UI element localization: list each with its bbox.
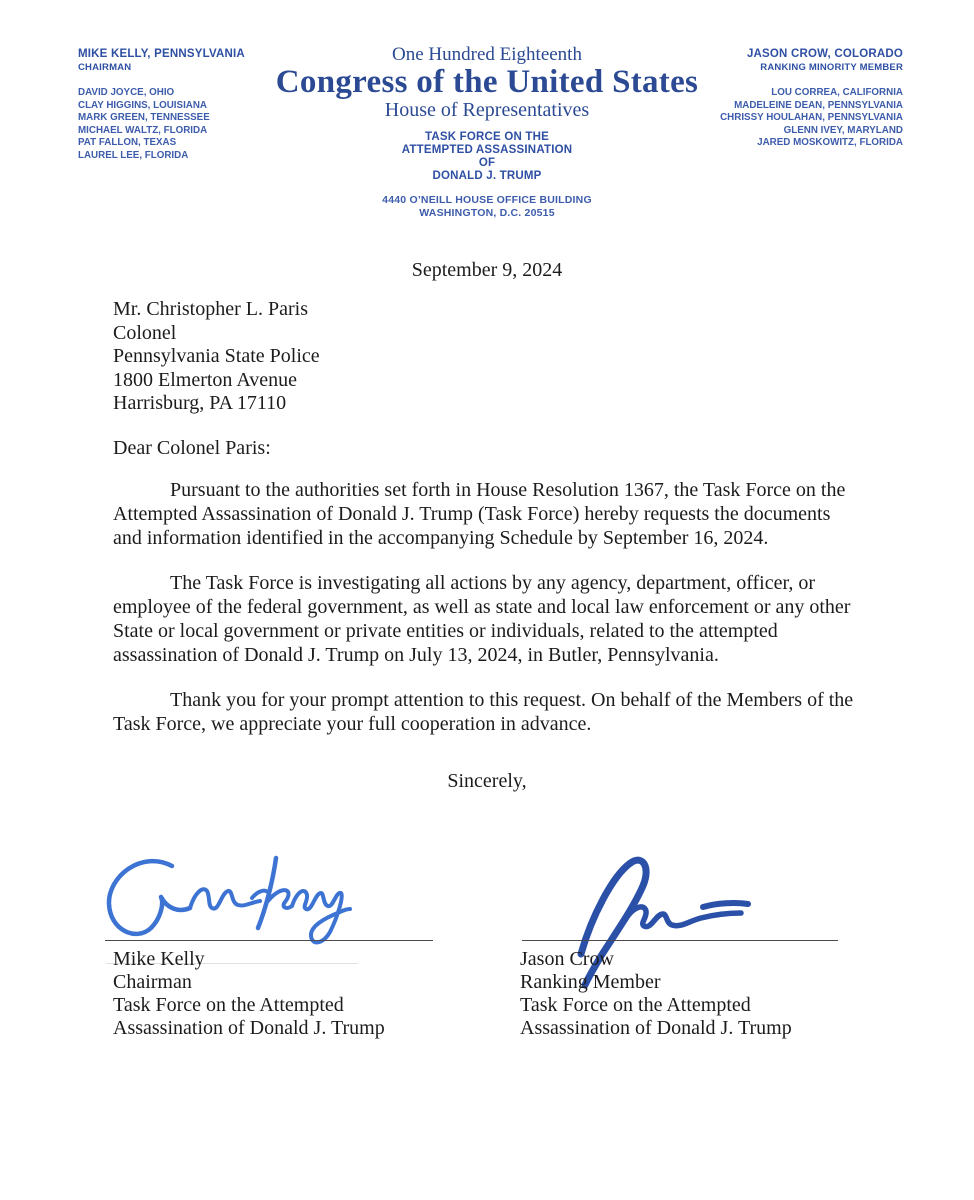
- member-item: LAUREL LEE, FLORIDA: [78, 149, 189, 161]
- chairman-name: MIKE KELLY, PENNSYLVANIA: [78, 48, 245, 60]
- letter-body: [113, 478, 861, 757]
- ranking-member-name: JASON CROW, COLORADO: [746, 48, 903, 60]
- chairman-role: CHAIRMAN: [78, 62, 132, 73]
- signer-org-line: Assassination of Donald J. Trump: [520, 1017, 792, 1039]
- office-address-line: WASHINGTON, D.C. 20515: [419, 207, 555, 219]
- taskforce-title-line: TASK FORCE ON THE: [425, 131, 549, 143]
- office-address: [0, 194, 974, 220]
- member-item: MARK GREEN, TENNESSEE: [78, 112, 210, 124]
- member-item: CHRISSY HOULAHAN, PENNSYLVANIA: [720, 112, 903, 124]
- signer-org-line: Task Force on the Attempted: [113, 994, 344, 1016]
- signature-block-ranking-member: [520, 948, 792, 1040]
- recipient-name: Mr. Christopher L. Paris: [113, 298, 308, 320]
- signer-name: Mike Kelly: [113, 948, 205, 970]
- paragraph-1: Pursuant to the authorities set forth in House Resolution 1367, the Task Force on the Attempted Assassination of Donald J. Trump (Task Force) hereby requests the documents and information identified in the accompanying Schedule by September 16, 2024.: [113, 479, 846, 549]
- taskforce-title-line: OF: [478, 157, 496, 169]
- signature-line-right: [522, 940, 838, 941]
- signature-line-left: [105, 940, 433, 941]
- paragraph-2: The Task Force is investigating all actions by any agency, department, officer, or employee of the federal government, as well as state and local law enforcement or any other State or local government or private entities or individuals, related to the attempted assassination of Donald J. Trump on July 13, 2024, in Butler, Pennsylvania.: [113, 572, 851, 666]
- member-item: GLENN IVEY, MARYLAND: [783, 124, 903, 136]
- member-item: MICHAEL WALTZ, FLORIDA: [78, 124, 208, 136]
- member-item: JARED MOSKOWITZ, FLORIDA: [757, 137, 903, 149]
- taskforce-title-line: DONALD J. TRUMP: [432, 170, 542, 182]
- letter-date: September 9, 2024: [411, 259, 563, 281]
- letterhead-masthead: [0, 44, 974, 121]
- recipient-title: Colonel: [113, 321, 177, 344]
- member-item: PAT FALLON, TEXAS: [78, 137, 177, 149]
- signer-org-line: Assassination of Donald J. Trump: [113, 1017, 385, 1039]
- signer-name: Jason Crow: [520, 948, 614, 970]
- member-item: LOU CORREA, CALIFORNIA: [771, 87, 903, 98]
- signature-block-chairman: [113, 948, 385, 1040]
- recipient-org: Pennsylvania State Police: [113, 345, 320, 367]
- salutation: Dear Colonel Paris:: [113, 437, 271, 459]
- member-item: MADELEINE DEAN, PENNSYLVANIA: [734, 99, 903, 111]
- signer-title: Ranking Member: [520, 971, 661, 993]
- congress-number: One Hundred Eighteenth: [392, 44, 582, 65]
- ranking-member-role: RANKING MINORITY MEMBER: [760, 62, 903, 73]
- signer-title: Chairman: [113, 971, 192, 993]
- member-item: CLAY HIGGINS, LOUISIANA: [78, 99, 208, 111]
- office-address-line: 4440 O’NEILL HOUSE OFFICE BUILDING: [382, 194, 592, 206]
- recipient-city: Harrisburg, PA 17110: [113, 392, 287, 414]
- closing-sincerely: Sincerely,: [447, 770, 527, 792]
- signer-org-line: Task Force on the Attempted: [520, 994, 751, 1016]
- taskforce-title-line: ATTEMPTED ASSASSINATION: [401, 144, 573, 156]
- taskforce-title-block: [0, 131, 974, 220]
- congress-title: Congress of the United States: [275, 64, 699, 100]
- paragraph-3: Thank you for your prompt attention to this request. On behalf of the Members of the Task Force, we appreciate your full cooperation in advance.: [113, 689, 854, 735]
- member-item: DAVID JOYCE, OHIO: [78, 87, 175, 98]
- house-subtitle: House of Representatives: [384, 99, 590, 121]
- recipient-street: 1800 Elmerton Avenue: [113, 368, 298, 391]
- recipient-address-block: [113, 298, 320, 416]
